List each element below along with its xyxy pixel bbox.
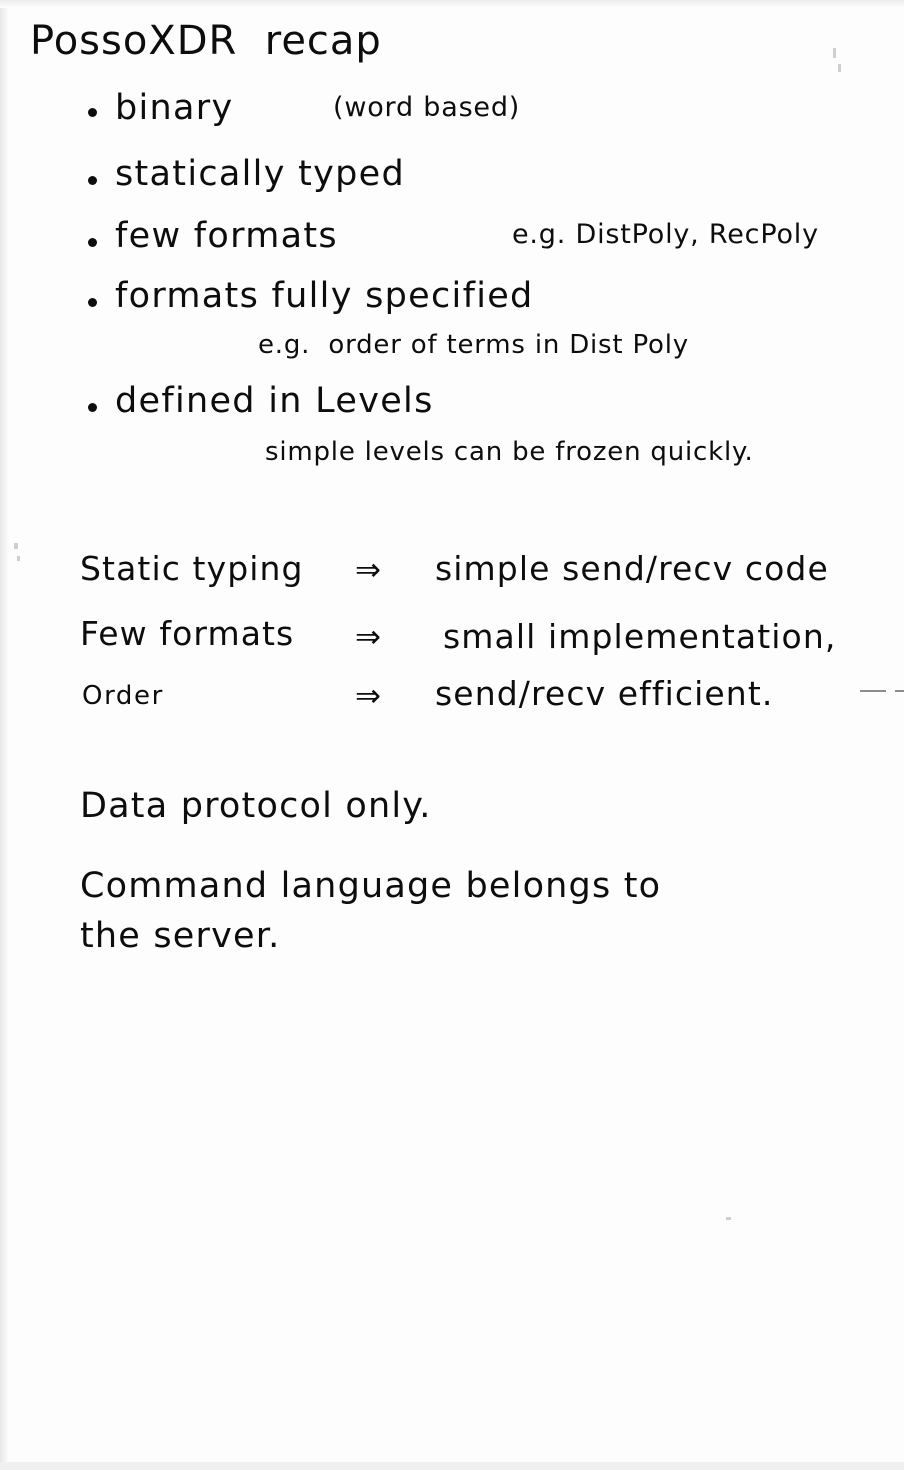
implication-arrow-3: ⇒ (355, 678, 382, 714)
page-title: PossoXDR recap (30, 18, 382, 64)
implication-right-3: send/recv efficient. (435, 674, 774, 713)
bullet-text-1: binary (115, 88, 234, 128)
margin-dash-2 (895, 690, 904, 692)
implication-right-1: simple send/recv code (435, 549, 829, 588)
implication-arrow-1: ⇒ (355, 552, 382, 588)
margin-dash-1 (860, 690, 886, 692)
scan-edge-left (0, 0, 10, 1470)
scan-speck-2 (838, 64, 841, 72)
scan-speck-3 (14, 543, 18, 549)
bullet-dot-2 (88, 176, 97, 185)
scan-speck-4 (17, 556, 20, 561)
implication-left-3: Order (82, 681, 164, 711)
implication-left-1: Static typing (80, 549, 304, 588)
scan-edge-top (0, 0, 904, 8)
bullet-note-3: e.g. DistPoly, RecPoly (512, 219, 819, 250)
bullet-text-3: few formats (115, 216, 338, 256)
bullet-sub-4: e.g. order of terms in Dist Poly (258, 330, 689, 360)
bullet-sub-5: simple levels can be frozen quickly. (265, 437, 754, 467)
scan-speck-1 (833, 48, 836, 58)
scan-edge-bottom (0, 1462, 904, 1470)
scan-speck-5 (726, 1217, 731, 1220)
bullet-text-5: defined in Levels (115, 381, 434, 421)
paragraph-line-3: the server. (80, 916, 281, 956)
implication-right-2: small implementation, (443, 617, 837, 656)
paragraph-line-1: Data protocol only. (80, 786, 432, 826)
bullet-text-2: statically typed (115, 154, 406, 194)
implication-left-2: Few formats (80, 614, 295, 653)
bullet-text-4: formats fully specified (115, 276, 534, 316)
bullet-dot-1 (88, 108, 97, 117)
implication-arrow-2: ⇒ (355, 619, 382, 655)
paragraph-line-2: Command language belongs to (80, 866, 662, 906)
bullet-dot-3 (88, 238, 97, 247)
bullet-note-1: (word based) (333, 92, 521, 123)
bullet-dot-5 (88, 403, 97, 412)
bullet-dot-4 (88, 298, 97, 307)
